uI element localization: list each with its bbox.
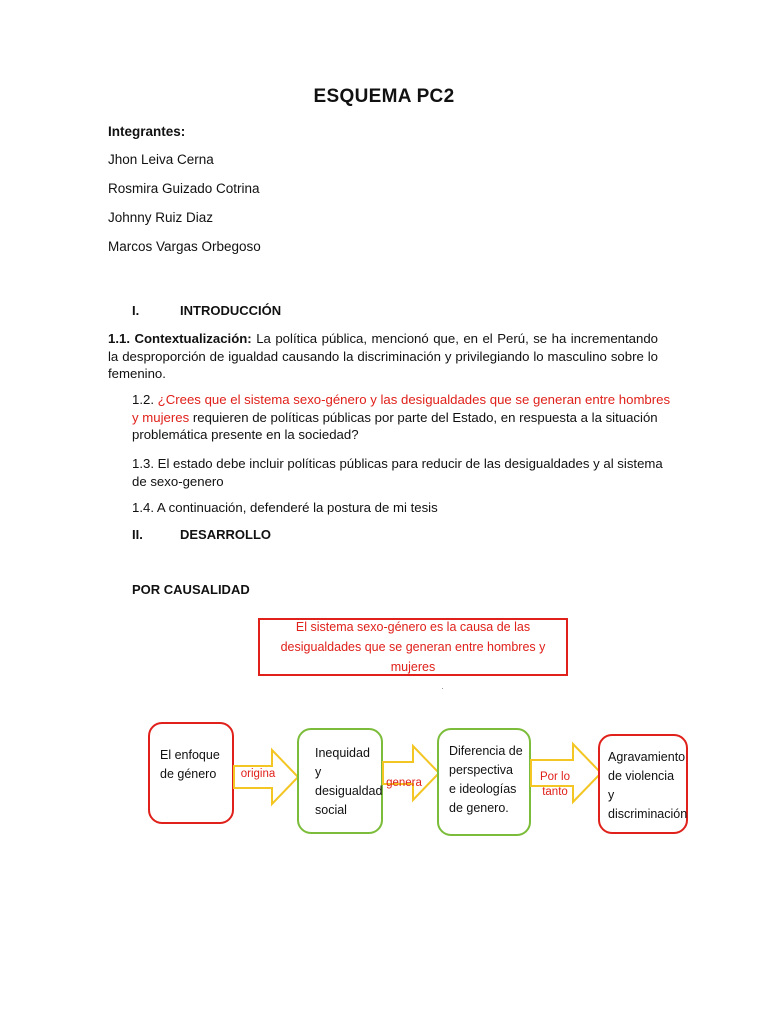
arrow-label-por-lo-tanto: Por lo tanto — [539, 771, 571, 798]
paragraph-1-2 — [132, 391, 672, 444]
member-name: Rosmira Guizado Cotrina — [108, 181, 260, 196]
flow-box-text: El enfoque de género — [160, 748, 220, 781]
arrow-genera — [381, 742, 441, 804]
flow-box-diferencia — [437, 728, 531, 836]
thesis-banner — [258, 618, 568, 676]
stray-dot: · — [441, 683, 444, 693]
thesis-banner-text: El sistema sexo-género es la causa de las desigualdades que se generan entre hombres y mujeres — [280, 620, 546, 674]
section-heading-introduccion: INTRODUCCIÓN — [180, 303, 282, 318]
flow-box-text: Inequidad y desigualdad social — [315, 746, 383, 817]
page-title: ESQUEMA PC2 — [313, 86, 455, 107]
research-question: ¿Crees que el sistema sexo-género y las desigualdades que se generan entre hombres y mujeres — [132, 392, 671, 425]
flow-box-text: Agravamiento de violencia y discriminación — [608, 750, 688, 821]
flow-box-enfoque — [148, 722, 234, 824]
arrow-label-genera: genera — [386, 777, 422, 789]
paragraph-number: 1.2. — [132, 392, 154, 407]
paragraph-1-3: 1.3. El estado debe incluir políticas públicas para reducir de las desigualdades y al sistema de sexo-genero — [132, 456, 663, 489]
paragraph-label: 1.1. Contextualización: — [108, 331, 252, 346]
flow-box-agravamiento — [598, 734, 688, 834]
member-name: Marcos Vargas Orbegoso — [108, 239, 261, 254]
member-name: Jhon Leiva Cerna — [108, 152, 214, 167]
section-number: II. — [132, 527, 143, 542]
flow-box-text: Diferencia de perspectiva e ideologías de genero. — [449, 744, 523, 815]
paragraph-text: requieren de políticas públicas por parte del Estado, en respuesta a la situación problemática presente en la sociedad? — [132, 409, 658, 442]
paragraph-1-1 — [108, 330, 658, 383]
causalidad-heading: POR CAUSALIDAD — [132, 582, 250, 597]
member-name: Johnny Ruiz Diaz — [108, 210, 214, 225]
paragraph-1-4: 1.4. A continuación, defenderé la postura de mi tesis — [132, 500, 438, 515]
paragraph-text: La política pública, mencionó que, en el Perú, se ha incrementando la desproporción de igualdad causando la discriminación y privilegiando lo masculino sobre lo femenino. — [108, 331, 658, 381]
flow-box-inequidad — [297, 728, 383, 834]
section-number: I. — [132, 303, 140, 318]
section-heading-desarrollo: DESARROLLO — [180, 527, 271, 542]
arrow-label-origina: origina — [240, 768, 276, 780]
integrantes-label: Integrantes: — [108, 124, 186, 139]
